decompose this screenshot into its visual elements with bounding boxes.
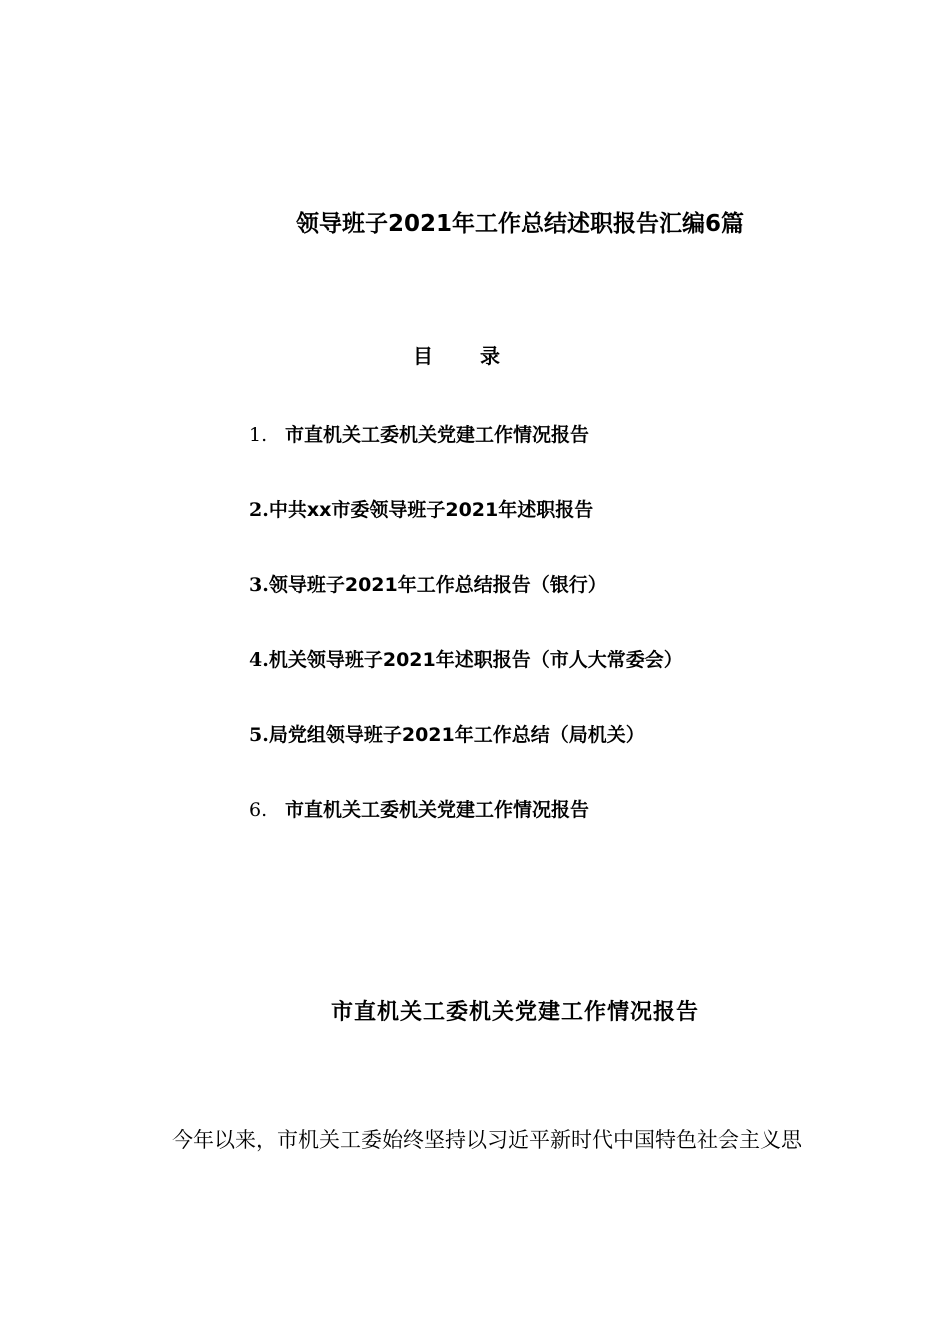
- toc-item-text: 机关领导班子2021年述职报告（市人大常委会）: [268, 649, 683, 671]
- toc-item-text: 中共xx市委领导班子2021年述职报告: [268, 499, 594, 521]
- toc-item-text: 市直机关工委机关党建工作情况报告: [285, 424, 590, 446]
- toc-item-5: [249, 716, 683, 791]
- table-of-contents: [249, 416, 683, 866]
- section-title: 市直机关工委机关党建工作情况报告: [330, 1000, 699, 1025]
- toc-item-number: 5.: [249, 724, 269, 746]
- toc-item-number: 4.: [249, 649, 269, 671]
- toc-item-2: [249, 491, 683, 566]
- toc-heading: 目 录: [413, 344, 520, 368]
- body-paragraph: 今年以来，市机关工委始终坚持以习近平新时代中国特色社会主义思: [172, 1128, 802, 1152]
- toc-item-1: [249, 416, 683, 491]
- toc-item-number: 6.: [249, 799, 268, 821]
- toc-item-text: 领导班子2021年工作总结报告（银行）: [268, 574, 607, 596]
- toc-item-6: [249, 791, 683, 866]
- toc-item-4: [249, 641, 683, 716]
- toc-item-3: [249, 566, 683, 641]
- toc-item-number: 3.: [249, 574, 269, 596]
- toc-item-text: 局党组领导班子2021年工作总结（局机关）: [268, 724, 645, 746]
- document-title: 领导班子2021年工作总结述职报告汇编6篇: [295, 211, 745, 237]
- toc-item-number: 2.: [249, 499, 269, 521]
- toc-item-number: 1.: [249, 424, 268, 446]
- toc-item-text: 市直机关工委机关党建工作情况报告: [285, 799, 590, 821]
